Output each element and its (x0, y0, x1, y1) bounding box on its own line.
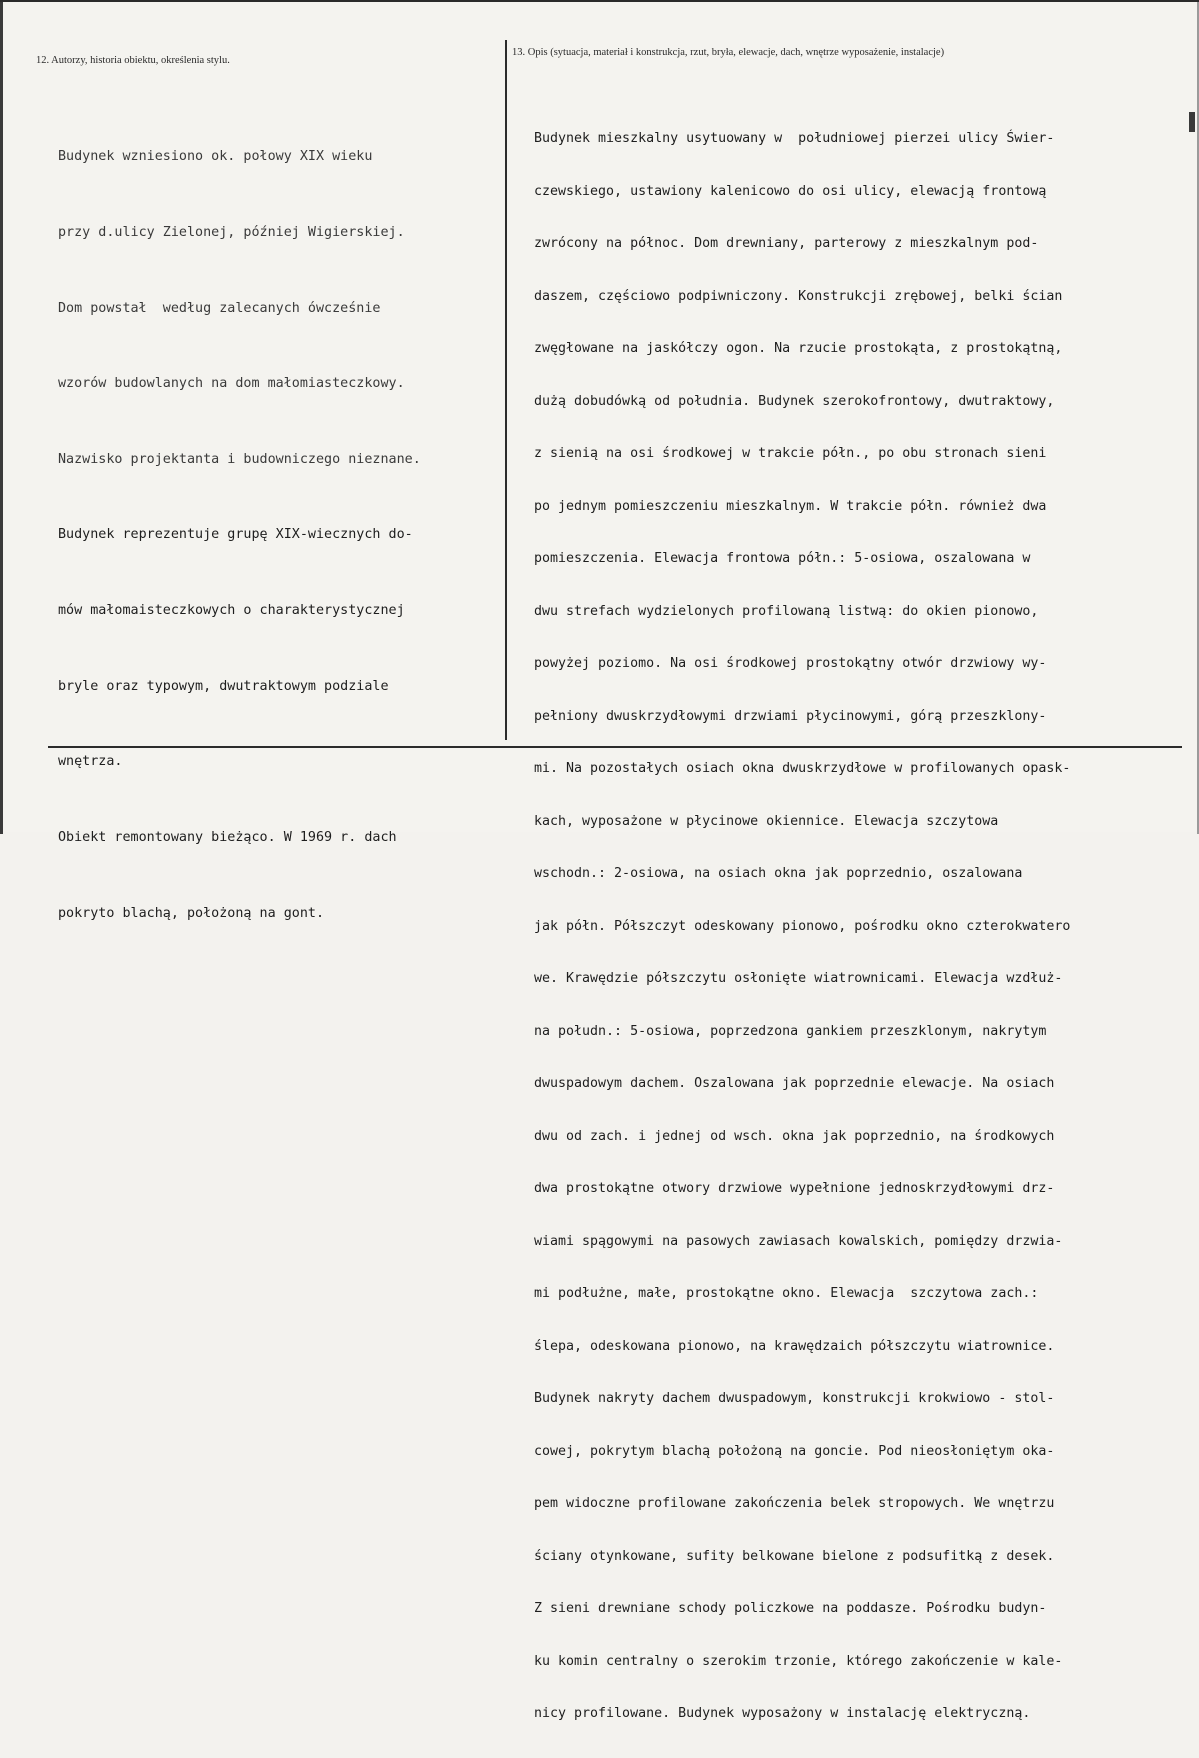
description-line: po jednym pomieszczeniu mieszkalnym. W trakcie półn. również dwa (534, 498, 1047, 514)
history-line: wnętrza. (58, 754, 123, 770)
description-text (534, 95, 1070, 1758)
description-line: dwa prostokątne otwory drzwiowe wypełnione jednoskrzydłowymi drz- (534, 1181, 1055, 1196)
description-line: zwrócony na północ. Dom drewniany, parterowy z mieszkalnym pod- (534, 236, 1039, 251)
section-13-heading: 13. Opis (sytuacja, materiał i konstrukcja, rzut, bryła, elewacje, dach, wnętrze wyposażenie, instalacje) (512, 47, 945, 58)
description-line: powyżej poziomo. Na osi środkowej prostokątny otwór drzwiowy wy- (534, 656, 1047, 671)
history-line: Dom powstał według zalecanych ówcześnie (58, 300, 381, 316)
description-line: daszem, częściowo podpiwniczony. Konstrukcji zrębowej, belki ścian (534, 288, 1063, 304)
history-line: Budynek reprezentuje grupę XIX-wiecznych do- (58, 527, 413, 543)
history-line: wzorów budowlanych na dom małomiasteczkowy. (58, 376, 405, 392)
history-line: przy d.ulicy Zielonej, później Wigierskiej. (58, 225, 405, 241)
description-line: zwęgłowane na jaskółczy ogon. Na rzucie prostokąta, z prostokątną, (534, 341, 1063, 356)
description-line: ślepa, odeskowana pionowo, na krawędzaich półszczytu wiatrownice. (534, 1338, 1055, 1354)
description-line: jak półn. Półszczyt odeskowany pionowo, pośrodku okno czterokwatero (534, 918, 1071, 934)
history-line: mów małomaisteczkowych o charakterystycznej (58, 603, 405, 619)
description-line: na połudn.: 5-osiowa, poprzedzona gankiem przeszklonym, nakrytym (534, 1023, 1047, 1039)
card-left-edge (0, 2, 3, 834)
history-line: Obiekt remontowany bieżąco. W 1969 r. dach (58, 829, 397, 845)
description-line: z sienią na osi środkowej w trakcie półn., po obu stronach sieni (534, 446, 1047, 461)
description-line: we. Krawędzie półszczytu osłonięte wiatrownicami. Elewacja wzdłuż- (534, 971, 1063, 986)
description-line: dwu od zach. i jednej od wsch. okna jak poprzednio, na środkowych (534, 1128, 1055, 1144)
description-line: ściany otynkowane, sufity belkowane bielone z podsufitką z desek. (534, 1548, 1055, 1564)
description-line: cowej, pokrytym blachą położoną na goncie. Pod nieosłoniętym oka- (534, 1443, 1055, 1459)
description-line: wschodn.: 2-osiowa, na osiach okna jak poprzednio, oszalowana (534, 866, 1023, 881)
history-line: Nazwisko projektanta i budowniczego nieznane. (58, 451, 421, 467)
description-line: kach, wyposażone w płycinowe okiennice. Elewacja szczytowa (534, 813, 999, 829)
description-line: Budynek mieszkalny usytuowany w południowej pierzei ulicy Świer- (534, 131, 1055, 146)
description-line: pem widoczne profilowane zakończenia belek stropowych. We wnętrzu (534, 1496, 1055, 1511)
description-line: pomieszczenia. Elewacja frontowa półn.: 5-osiowa, oszalowana w (534, 551, 1031, 566)
description-line: dużą dobudówką od południa. Budynek szerokofrontowy, dwutraktowy, (534, 393, 1055, 409)
description-line: czewskiego, ustawiony kalenicowo do osi ulicy, elewacją frontową (534, 183, 1047, 199)
description-line: ku komin centralny o szerokim trzonie, którego zakończenie w kale- (534, 1653, 1063, 1669)
description-line: Z sieni drewniane schody policzkowe na poddasze. Pośrodku budyn- (534, 1601, 1047, 1616)
history-line: pokryto blachą, położoną na gont. (58, 905, 325, 921)
history-line: Budynek wzniesiono ok. połowy XIX wieku (58, 149, 373, 165)
edge-marker (1189, 112, 1195, 132)
description-line: wiami spągowymi na pasowych zawiasach kowalskich, pomiędzy drzwia- (534, 1233, 1063, 1249)
history-line: bryle oraz typowym, dwutraktowym podziale (58, 678, 389, 694)
section-12-heading: 12. Autorzy, historia obiektu, określenia stylu. (36, 55, 230, 66)
description-line: nicy profilowane. Budynek wyposażony w instalację elektryczną. (534, 1706, 1031, 1721)
description-line: mi podłużne, małe, prostokątne okno. Elewacja szczytowa zach.: (534, 1286, 1039, 1301)
description-line: mi. Na pozostałych osiach okna dwuskrzydłowe w profilowanych opask- (534, 761, 1071, 776)
column-divider (505, 40, 507, 740)
description-line: Budynek nakryty dachem dwuspadowym, konstrukcji krokwiowo - stol- (534, 1391, 1055, 1406)
description-line: pełniony dwuskrzydłowymi drzwiami płycinowymi, górą przeszklony- (534, 708, 1047, 724)
history-text (58, 94, 421, 976)
description-line: dwu strefach wydzielonych profilowaną listwą: do okien pionowo, (534, 603, 1039, 619)
description-line: dwuspadowym dachem. Oszalowana jak poprzednie elewacje. Na osiach (534, 1076, 1055, 1091)
